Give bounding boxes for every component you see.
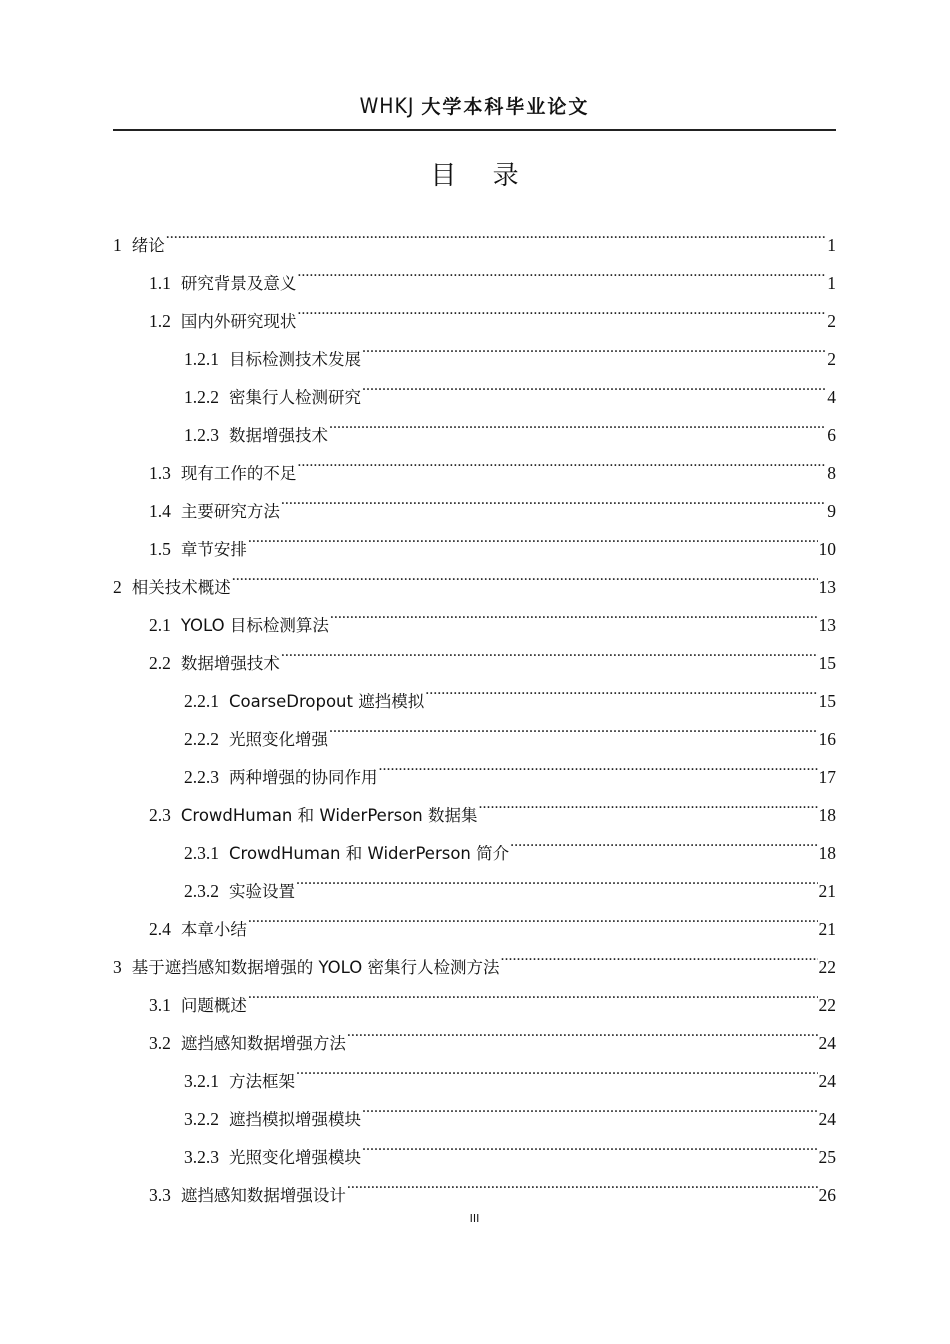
toc-entry-page: 24 — [818, 1033, 836, 1053]
toc-entry-page: 24 — [818, 1109, 836, 1129]
toc-entry-number: 2.2.2 — [184, 729, 219, 749]
toc-entry-page: 22 — [818, 995, 836, 1015]
toc-entry-page: 1 — [827, 273, 836, 293]
toc-entry[interactable] — [113, 745, 836, 787]
page-number: III — [469, 1212, 480, 1225]
toc-entry[interactable] — [113, 1163, 836, 1205]
toc-entry-page: 21 — [818, 919, 836, 939]
toc-entry-number: 1.4 — [149, 501, 171, 521]
toc-entry-number: 3.2 — [149, 1033, 171, 1053]
toc-entry-number: 2.4 — [149, 919, 171, 939]
toc-dot-leader — [501, 935, 818, 973]
toc-entry-number: 3.1 — [149, 995, 171, 1015]
toc-dot-leader — [510, 821, 817, 859]
toc-entry-number: 2.1 — [149, 615, 171, 635]
toc-entry-label: 研究背景及意义 — [180, 274, 297, 293]
toc-entry-page: 6 — [827, 425, 836, 445]
toc-entry-number: 3.3 — [149, 1185, 171, 1205]
toc-entry-number: 1.3 — [149, 463, 171, 483]
toc-entry-page: 8 — [827, 463, 836, 483]
toc-entry-label: 基于遮挡感知数据增强的 YOLO 密集行人检测方法 — [131, 958, 500, 977]
toc-entry-page: 21 — [818, 881, 836, 901]
toc-entry[interactable] — [113, 441, 836, 483]
toc-entry-number: 2.3.2 — [184, 881, 219, 901]
toc-entry[interactable] — [113, 403, 836, 445]
toc-dot-leader — [347, 1011, 818, 1049]
toc-entry-number: 2.3.1 — [184, 843, 219, 863]
toc-dot-leader — [248, 973, 818, 1011]
toc-entry[interactable] — [113, 707, 836, 749]
toc-entry-label: 国内外研究现状 — [180, 312, 297, 331]
toc-entry-page: 2 — [827, 349, 836, 369]
toc-entry-page: 26 — [818, 1185, 836, 1205]
toc-entry-page: 10 — [818, 539, 836, 559]
toc-entry-page: 13 — [818, 615, 836, 635]
toc-dot-leader — [281, 631, 818, 669]
toc-dot-leader — [379, 745, 818, 783]
toc-entry-number: 2 — [113, 577, 122, 597]
toc-entry-label: 遮挡感知数据增强方法 — [180, 1034, 346, 1053]
toc-dot-leader — [248, 517, 818, 555]
toc-entry-page: 2 — [827, 311, 836, 331]
toc-entry-number: 2.2.1 — [184, 691, 219, 711]
toc-entry-number: 1.2.3 — [184, 425, 219, 445]
toc-entry-label: 目标检测技术发展 — [229, 350, 361, 369]
toc-entry-page: 24 — [818, 1071, 836, 1091]
toc-entry-label: 本章小结 — [180, 920, 247, 939]
toc-dot-leader — [362, 1125, 818, 1163]
toc-entry-label: 光照变化增强模块 — [229, 1148, 361, 1167]
toc-dot-leader — [232, 555, 818, 593]
toc-entry-label: 主要研究方法 — [180, 502, 280, 521]
toc-entry-page: 9 — [827, 501, 836, 521]
toc-entry-number: 3.2.1 — [184, 1071, 219, 1091]
toc-entry-number: 1.2 — [149, 311, 171, 331]
toc-entry-number: 3 — [113, 957, 122, 977]
toc-entry-label: 光照变化增强 — [229, 730, 328, 749]
header-title: 大学本科毕业论文 — [421, 96, 590, 118]
toc-entry-number: 1 — [113, 235, 122, 255]
toc-entry-page: 18 — [818, 843, 836, 863]
toc-entry[interactable] — [113, 1087, 836, 1129]
toc-entry[interactable] — [113, 1125, 836, 1167]
toc-entry-label: 遮挡模拟增强模块 — [229, 1110, 361, 1129]
table-of-contents — [113, 213, 836, 1205]
toc-dot-leader — [362, 365, 826, 403]
toc-entry[interactable] — [113, 213, 836, 255]
toc-entry[interactable] — [113, 859, 836, 901]
toc-entry-label: 数据增强技术 — [229, 426, 328, 445]
toc-entry-page: 16 — [818, 729, 836, 749]
toc-entry-label: CoarseDropout 遮挡模拟 — [229, 692, 425, 711]
toc-entry-label: 现有工作的不足 — [180, 464, 297, 483]
toc-entry-number: 3.2.3 — [184, 1147, 219, 1167]
toc-dot-leader — [296, 859, 818, 897]
toc-entry-label: 问题概述 — [180, 996, 247, 1015]
toc-entry-label: 相关技术概述 — [131, 578, 231, 597]
toc-entry-number: 1.1 — [149, 273, 171, 293]
toc-entry-number: 1.2.1 — [184, 349, 219, 369]
toc-entry-label: CrowdHuman 和 WiderPerson 数据集 — [180, 806, 478, 825]
toc-entry[interactable] — [113, 783, 836, 825]
toc-entry-label: 绪论 — [131, 236, 165, 255]
toc-dot-leader — [330, 593, 818, 631]
toc-entry-label: 两种增强的协同作用 — [229, 768, 378, 787]
toc-entry-label: 数据增强技术 — [180, 654, 280, 673]
toc-dot-leader — [362, 327, 826, 365]
toc-entry-number: 3.2.2 — [184, 1109, 219, 1129]
header-rule — [113, 129, 836, 131]
toc-dot-leader — [248, 897, 818, 935]
toc-entry-page: 25 — [818, 1147, 836, 1167]
toc-dot-leader — [329, 403, 826, 441]
toc-entry-number: 2.2 — [149, 653, 171, 673]
toc-entry-page: 1 — [827, 235, 836, 255]
running-header — [113, 92, 836, 130]
header-latin: WHKJ — [359, 94, 415, 118]
toc-dot-leader — [297, 441, 826, 479]
toc-dot-leader — [362, 1087, 818, 1125]
toc-entry-label: YOLO 目标检测算法 — [180, 616, 329, 635]
toc-entry-label: 遮挡感知数据增强设计 — [180, 1186, 346, 1205]
toc-dot-leader — [281, 479, 826, 517]
toc-dot-leader — [479, 783, 818, 821]
toc-entry-number: 1.2.2 — [184, 387, 219, 407]
toc-entry-label: CrowdHuman 和 WiderPerson 简介 — [229, 844, 510, 863]
toc-dot-leader — [347, 1163, 818, 1201]
toc-entry-number: 2.3 — [149, 805, 171, 825]
toc-entry-label: 方法框架 — [229, 1072, 295, 1091]
toc-entry-page: 15 — [818, 691, 836, 711]
toc-dot-leader — [297, 251, 826, 289]
toc-entry-number: 1.5 — [149, 539, 171, 559]
toc-entry-number: 2.2.3 — [184, 767, 219, 787]
toc-dot-leader — [425, 669, 817, 707]
toc-entry-page: 17 — [818, 767, 836, 787]
running-header-text — [360, 92, 590, 119]
toc-entry-label: 密集行人检测研究 — [229, 388, 361, 407]
toc-entry[interactable] — [113, 365, 836, 407]
toc-title: 目 录 — [430, 161, 533, 191]
toc-entry-page: 13 — [818, 577, 836, 597]
toc-dot-leader — [296, 1049, 818, 1087]
toc-entry-page: 22 — [818, 957, 836, 977]
toc-entry[interactable] — [113, 251, 836, 293]
toc-dot-leader — [329, 707, 818, 745]
toc-entry-page: 15 — [818, 653, 836, 673]
toc-entry-label: 实验设置 — [229, 882, 295, 901]
toc-entry-page: 4 — [827, 387, 836, 407]
toc-entry[interactable] — [113, 897, 836, 939]
toc-entry-page: 18 — [818, 805, 836, 825]
toc-dot-leader — [297, 289, 826, 327]
toc-dot-leader — [166, 213, 827, 251]
toc-entry-label: 章节安排 — [180, 540, 247, 559]
